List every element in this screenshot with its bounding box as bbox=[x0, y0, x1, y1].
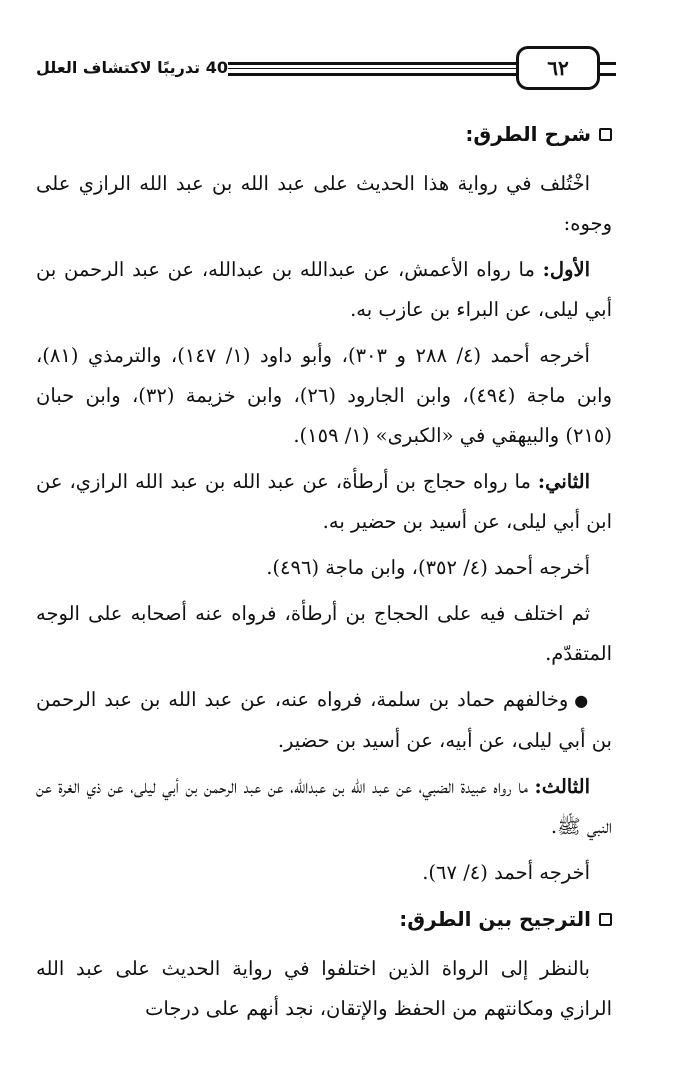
checkbox-icon bbox=[599, 128, 612, 141]
section-title: الترجيح بين الطرق: bbox=[399, 907, 591, 931]
third-takhrij: أخرجه أحمد (٤/ ٦٧). bbox=[422, 861, 590, 884]
ikhtilaf-paragraph: ثم اختلف فيه على الحجاج بن أرطأة، فرواه عنه أصحابه على الوجه المتقدّم. bbox=[36, 602, 612, 665]
second-way-paragraph bbox=[36, 462, 612, 542]
third-way-label: الثالث: bbox=[534, 775, 590, 798]
header-rule bbox=[228, 62, 530, 76]
section-heading-turuq bbox=[36, 114, 612, 154]
checkbox-icon bbox=[599, 913, 612, 926]
bullet-icon: ● bbox=[574, 691, 590, 710]
third-way-paragraph bbox=[36, 767, 612, 847]
second-takhrij: أخرجه أحمد (٤/ ٣٥٢)، وابن ماجة (٤٩٦). bbox=[266, 556, 590, 579]
page-body bbox=[36, 108, 612, 1035]
second-way-text: ما رواه حجاج بن أرطأة، عن عبد الله بن عبد الله الرازي، عن ابن أبي ليلى، عن أسيد بن حضير به. bbox=[36, 470, 612, 533]
bullet-paragraph bbox=[36, 680, 612, 761]
first-way-paragraph bbox=[36, 250, 612, 330]
final-paragraph: بالنظر إلى الرواة الذين اختلفوا في رواية الحديث على عبد الله الرازي ومكانتهم من الحفظ والإتقان، نجد أنهم على درجات bbox=[36, 957, 612, 1020]
third-way-text: ما رواه عبيدة الضبي، عن عبد الله بن عبدالله، عن عبد الرحمن بن أبي ليلى، عن ذي الغرة عن النبي ﷺ. bbox=[36, 775, 612, 838]
first-way-label: الأول: bbox=[542, 258, 590, 281]
second-way-label: الثاني: bbox=[537, 470, 590, 493]
book-title: 40 تدريبًا لاكتشاف العلل bbox=[36, 58, 228, 77]
intro-paragraph: اخْتُلف في رواية هذا الحديث على عبد الله بن عبد الله الرازي على وجوه: bbox=[36, 172, 612, 235]
header-rule-right bbox=[600, 62, 616, 76]
bullet-text: وخالفهم حماد بن سلمة، فرواه عنه، عن عبد الله بن عبد الرحمن بن أبي ليلى، عن أبيه، عن أسيد بن حضير. bbox=[36, 688, 612, 752]
first-way-text: ما رواه الأعمش، عن عبدالله بن عبدالله، عن عبد الرحمن بن أبي ليلى، عن البراء بن عازب به. bbox=[36, 258, 612, 321]
page-header bbox=[30, 44, 614, 90]
section-title: شرح الطرق: bbox=[465, 122, 591, 146]
section-heading-tarjih bbox=[36, 899, 612, 939]
page-number: ٦٢ bbox=[516, 46, 600, 90]
first-takhrij: أخرجه أحمد (٤/ ٢٨٨ و ٣٠٣)، وأبو داود (١/ ١٤٧)، والترمذي (٨١)، وابن ماجة (٤٩٤)، وابن الجارود (٢٦)، وابن خزيمة (٣٢)، وابن حبان (٢١٥) والبيهقي في «الكبرى» (١/ ١٥٩). bbox=[36, 344, 613, 447]
